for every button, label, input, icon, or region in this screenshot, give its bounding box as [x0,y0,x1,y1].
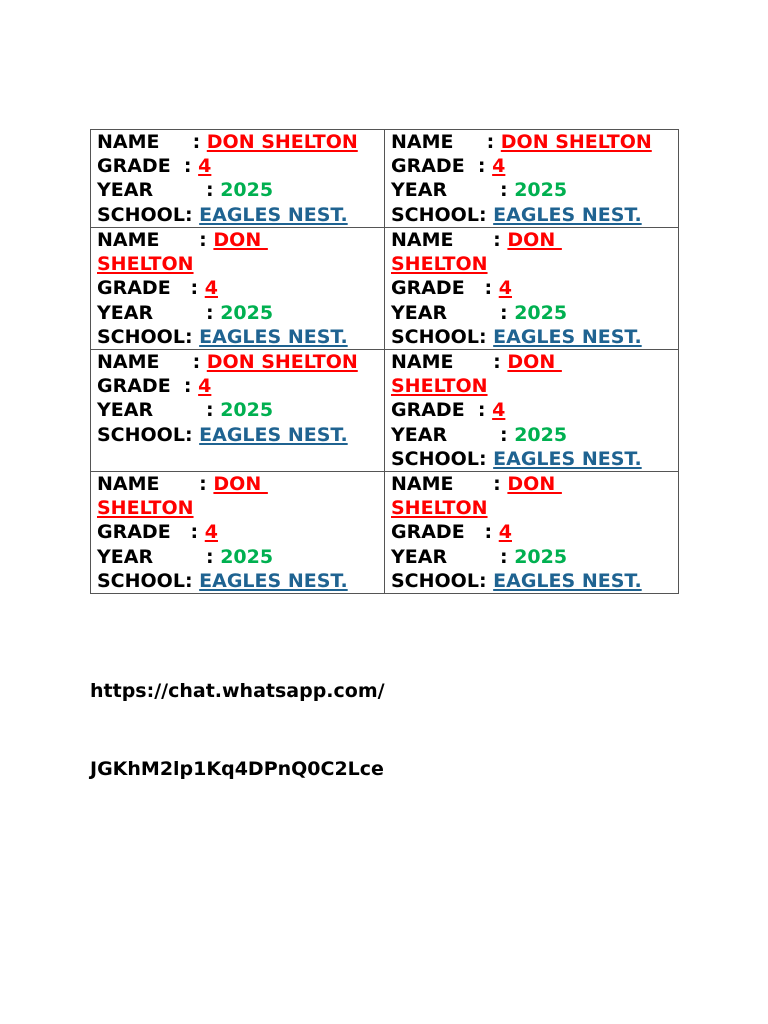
label-row [91,472,679,594]
school-value: EAGLES NEST. [493,569,642,592]
name-line-continued [391,374,674,398]
grade-value: 4 [498,521,512,544]
grade-line: GRADE : 4 [97,155,212,178]
name-value: DON [213,473,268,496]
year-line: YEAR : 2025 [97,301,274,324]
name-value: DON [213,229,268,251]
label-row [91,130,679,228]
grade-value: 4 [492,155,506,178]
school-value: EAGLES NEST. [199,423,348,446]
school-line: SCHOOL: EAGLES NEST. [391,569,642,592]
name-line-continued [97,252,380,276]
name-line: NAME : DON [391,229,562,251]
year-value: 2025 [514,545,568,568]
name-line: NAME : DON [391,473,562,496]
year-line: YEAR : 2025 [97,179,274,202]
school-line: SCHOOL: EAGLES NEST. [391,447,642,470]
school-line: SCHOOL: EAGLES NEST. [391,203,642,226]
label-row [91,350,679,472]
grade-line: GRADE : 4 [391,399,506,422]
name-value-continued: SHELTON [97,497,194,520]
grade-value: 4 [198,375,212,398]
name-line: NAME : DON [391,351,562,374]
name-value: DON [507,351,562,374]
year-line: YEAR : 2025 [391,301,568,324]
grade-value: 4 [198,155,212,178]
name-value-continued: SHELTON [97,253,194,276]
name-label-card [385,130,679,228]
name-line: NAME : DON [97,473,268,496]
grade-value: 4 [204,277,218,300]
name-value: DON [507,229,562,251]
name-value-continued: SHELTON [391,253,488,276]
name-value-continued: SHELTON [391,375,488,398]
whatsapp-link-line-2[interactable]: JGKhM2lp1Kq4DPnQ0C2Lce [90,758,384,780]
year-value: 2025 [514,179,568,202]
name-line-continued [391,252,674,276]
name-line-continued [391,496,674,520]
grade-value: 4 [204,521,218,544]
name-label-table [90,129,679,594]
school-line: SCHOOL: EAGLES NEST. [97,203,348,226]
year-value: 2025 [220,399,274,422]
grade-line: GRADE : 4 [391,277,512,300]
grade-line: GRADE : 4 [97,375,212,398]
school-line: SCHOOL: EAGLES NEST. [97,423,348,446]
year-line: YEAR : 2025 [391,423,568,446]
school-line: SCHOOL: EAGLES NEST. [97,325,348,348]
school-value: EAGLES NEST. [199,569,348,592]
name-value-continued: SHELTON [391,497,488,520]
name-label-card [91,228,385,350]
name-label-card [385,472,679,594]
name-label-card [385,350,679,472]
year-line: YEAR : 2025 [391,179,568,202]
grade-line: GRADE : 4 [97,277,218,300]
grade-value: 4 [492,399,506,422]
whatsapp-link-line-1[interactable]: https://chat.whatsapp.com/ [90,680,385,702]
year-line: YEAR : 2025 [391,545,568,568]
name-line: NAME : DON SHELTON [97,131,358,153]
grade-line: GRADE : 4 [97,521,218,544]
name-label-card [91,350,385,472]
grade-line: GRADE : 4 [391,521,512,544]
year-value: 2025 [514,301,568,324]
name-label-card [385,228,679,350]
name-value: DON SHELTON [206,351,358,374]
year-line: YEAR : 2025 [97,399,274,422]
year-value: 2025 [514,423,568,446]
school-value: EAGLES NEST. [493,447,642,470]
name-line: NAME : DON SHELTON [391,131,652,153]
school-value: EAGLES NEST. [199,325,348,348]
grade-value: 4 [498,277,512,300]
name-line-continued [97,496,380,520]
school-value: EAGLES NEST. [493,325,642,348]
name-line: NAME : DON [97,229,268,251]
name-line: NAME : DON SHELTON [97,351,358,374]
year-value: 2025 [220,545,274,568]
school-line: SCHOOL: EAGLES NEST. [97,569,348,592]
name-value: DON SHELTON [206,131,358,153]
year-value: 2025 [220,301,274,324]
whatsapp-link[interactable] [90,626,385,834]
grade-line: GRADE : 4 [391,155,506,178]
name-label-card [91,472,385,594]
school-line: SCHOOL: EAGLES NEST. [391,325,642,348]
name-label-card [91,130,385,228]
year-line: YEAR : 2025 [97,545,274,568]
school-value: EAGLES NEST. [493,203,642,226]
school-value: EAGLES NEST. [199,203,348,226]
year-value: 2025 [220,179,274,202]
name-value: DON SHELTON [500,131,652,153]
name-value: DON [507,473,562,496]
label-row [91,228,679,350]
